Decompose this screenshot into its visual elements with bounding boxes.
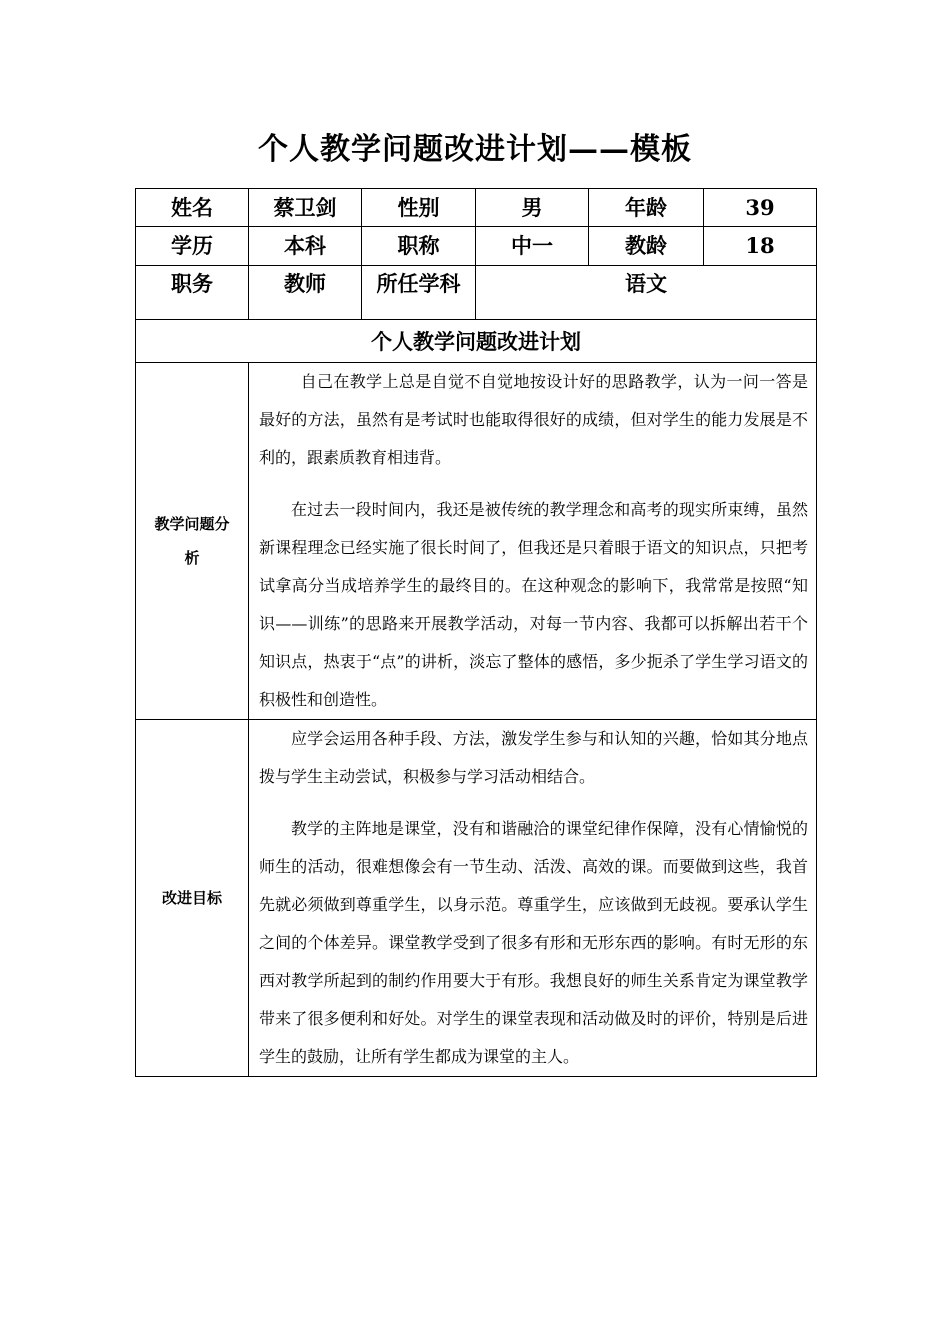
analysis-label xyxy=(136,363,249,720)
goals-paragraph-2: 教学的主阵地是课堂，没有和谐融洽的课堂纪律作保障，没有心情愉悦的师生的活动，很难想像会有一节生动、活泼、高效的课。而要做到这些，我首先就必须做到尊重学生，以身示范。尊重学生，应该做到无歧视。要承认学生之间的个体差异。课堂教学受到了很多有形和无形东西的影响。有时无形的东西对教学所起到的制约作用要大于有形。我想良好的师生关系肯定为课堂教学带来了很多便利和好处。对学生的课堂表现和活动做及时的评价，特别是后进学生的鼓励，让所有学生都成为课堂的主人。 xyxy=(259,819,808,1066)
position-value: 教师 xyxy=(249,266,362,320)
subject-label: 所任学科 xyxy=(362,266,476,320)
info-row-1 xyxy=(136,189,817,227)
subject-value: 语文 xyxy=(476,266,817,320)
position-label: 职务 xyxy=(136,266,249,320)
analysis-label-text: 教学问题分析 xyxy=(154,515,230,567)
analysis-paragraph-1: 自己在教学上总是自觉不自觉地按设计好的思路教学，认为一问一答是最好的方法，虽然有是考试时也能取得很好的成绩，但对学生的能力发展是不利的，跟素质教育相违背。 xyxy=(259,372,808,467)
professional-title-value: 中一 xyxy=(476,227,589,266)
name-label: 姓名 xyxy=(136,189,249,227)
goals-row xyxy=(136,720,817,1077)
gender-label: 性别 xyxy=(362,189,476,227)
education-label: 学历 xyxy=(136,227,249,266)
age-value: 39 xyxy=(704,189,817,227)
education-value: 本科 xyxy=(249,227,362,266)
section-title: 个人教学问题改进计划 xyxy=(136,320,817,363)
teacher-plan-table xyxy=(135,188,817,1077)
goals-paragraph-1: 应学会运用各种手段、方法，激发学生参与和认知的兴趣，恰如其分地点拨与学生主动尝试，积极参与学习活动相结合。 xyxy=(259,729,808,786)
info-row-3 xyxy=(136,266,817,320)
analysis-paragraph-2: 在过去一段时间内，我还是被传统的教学理念和高考的现实所束缚，虽然新课程理念已经实施了很长时间了，但我还是只着眼于语文的知识点，只把考试拿高分当成培养学生的最终目的。在这种观念的影响下，我常常是按照“知识——训练”的思路来开展教学活动，对每一节内容、我都可以拆解出若干个知识点，热衷于“点”的讲析，淡忘了整体的感悟，多少扼杀了学生学习语文的积极性和创造性。 xyxy=(259,500,808,709)
info-row-2 xyxy=(136,227,817,266)
goals-label: 改进目标 xyxy=(136,720,249,1077)
gender-value: 男 xyxy=(476,189,589,227)
teaching-years-label: 教龄 xyxy=(589,227,704,266)
document-title: 个人教学问题改进计划——模板 xyxy=(258,132,692,167)
analysis-row xyxy=(136,363,817,720)
goals-content xyxy=(249,720,817,1077)
age-label: 年龄 xyxy=(589,189,704,227)
name-value: 蔡卫剑 xyxy=(249,189,362,227)
professional-title-label: 职称 xyxy=(362,227,476,266)
analysis-content xyxy=(249,363,817,720)
teaching-years-value: 18 xyxy=(704,227,817,266)
section-title-row xyxy=(136,320,817,363)
